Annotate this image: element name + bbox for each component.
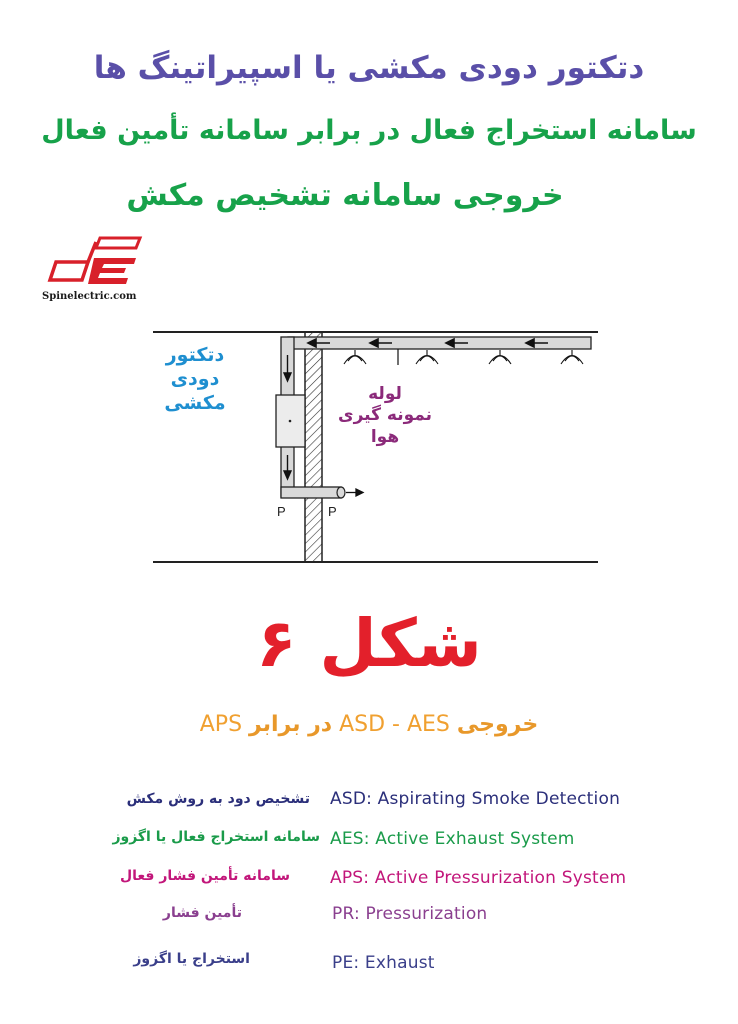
title-line-3: خروجی سامانه تشخیص مکش bbox=[126, 178, 564, 213]
title-line-2: سامانه استخراج فعال در برابر سامانه تأمین فعال bbox=[41, 115, 697, 146]
legend-en-aes: AES: Active Exhaust System bbox=[330, 829, 575, 849]
subtitle-en-text: ASD - AES bbox=[339, 712, 450, 737]
legend-fa-pe: استخراج یا اگزوز bbox=[133, 951, 250, 967]
legend-en-pe: PE: Exhaust bbox=[332, 953, 435, 973]
detector-label-line-2: دودی bbox=[170, 367, 220, 390]
detector-label-line-3: مکشی bbox=[164, 391, 226, 414]
subtitle bbox=[0, 712, 738, 737]
p-left-label: P bbox=[277, 504, 286, 519]
exhaust-pipe bbox=[281, 487, 341, 498]
legend-en-aps: APS: Active Pressurization System bbox=[330, 868, 627, 888]
legend-en-asd: ASD: Aspirating Smoke Detection bbox=[330, 789, 621, 809]
subtitle-fa-word: خروجی bbox=[456, 712, 539, 737]
legend-en-pr: PR: Pressurization bbox=[332, 904, 488, 924]
subtitle-en-tail: APS bbox=[199, 712, 243, 737]
spinelectric-logo bbox=[44, 236, 144, 288]
subtitle-fa-tail: در برابر bbox=[249, 712, 333, 737]
sampling-pipe-label bbox=[325, 384, 445, 448]
title-line-1: دتکتور دودی مکشی یا اسپیراتینگ ها bbox=[93, 50, 645, 86]
pipe-label-line-2: نمونه گیری bbox=[337, 405, 433, 426]
p-right-label: P bbox=[328, 504, 337, 519]
legend-fa-pr: تأمین فشار bbox=[162, 905, 242, 921]
figure-caption: شکل ۶ bbox=[256, 605, 482, 682]
detector-label-line-1: دتکتور bbox=[165, 344, 225, 366]
legend-fa-asd: تشخیص دود به روش مکش bbox=[126, 791, 310, 807]
legend-fa-aps: سامانه تأمین فشار فعال bbox=[119, 868, 290, 884]
detector-label bbox=[140, 344, 250, 415]
legend-fa-aes: سامانه استخراج فعال یا اگزوز bbox=[112, 829, 320, 845]
pipe-label-line-1: لوله bbox=[368, 384, 402, 404]
logo-site-text: Spinelectric.com bbox=[42, 291, 137, 302]
wall bbox=[305, 332, 322, 562]
pipe-label-line-3: هوا bbox=[370, 426, 400, 447]
